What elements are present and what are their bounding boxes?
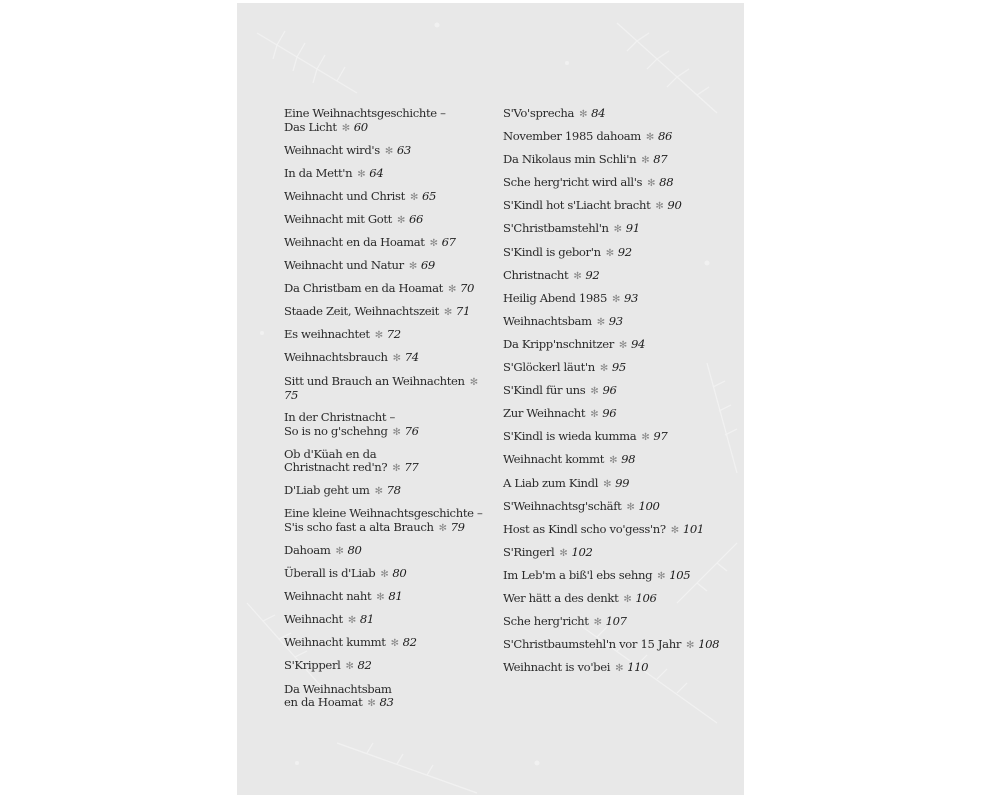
toc-entry-title: S'Ringerl (503, 544, 555, 559)
toc-entry-title: A Liab zum Kindl (503, 475, 599, 490)
toc-entry-page-number: 101 (682, 521, 704, 536)
toc-entry (284, 328, 494, 343)
toc-entry (284, 282, 494, 297)
toc-entry-title: Weihnacht kommt (503, 452, 605, 467)
snowflake-separator-icon: ✻ (367, 698, 376, 710)
toc-entry-page-number: 88 (659, 175, 674, 190)
toc-entry-page-number: 98 (621, 452, 636, 467)
snowflake-separator-icon: ✻ (380, 569, 389, 581)
toc-entry (284, 507, 494, 535)
toc-entry-title: Wer hätt a des denkt (503, 590, 619, 605)
snowflake-separator-icon: ✻ (397, 214, 406, 226)
toc-entry-page-number: 84 (591, 106, 606, 120)
toc-entry (284, 411, 494, 439)
toc-entry-page-number: 74 (404, 350, 419, 365)
toc-entry-page-number: 91 (625, 221, 640, 236)
toc-entry-page-number: 79 (450, 519, 465, 534)
toc-entry-page-number: 65 (421, 188, 437, 203)
snowflake-separator-icon: ✻ (392, 353, 401, 365)
toc-entry-title: S'Kripperl (284, 658, 341, 673)
toc-entry (503, 361, 733, 376)
snowflake-separator-icon: ✻ (374, 330, 383, 342)
toc-entry (284, 683, 494, 711)
snowflake-separator-icon: ✻ (573, 270, 582, 282)
toc-entry (503, 615, 733, 630)
toc-entry-page-number: 64 (369, 165, 384, 180)
toc-entry-title: S'Kindl für uns (503, 383, 586, 398)
toc-entry (503, 315, 733, 330)
snowflake-separator-icon: ✻ (590, 409, 599, 421)
toc-entry (284, 167, 494, 182)
toc-entry-page-number: 106 (635, 590, 657, 605)
toc-entry-title: Weihnacht (284, 612, 343, 627)
toc-entry-title: S'Vo'sprecha (503, 106, 575, 120)
toc-entry (503, 661, 733, 676)
toc-entry-page-number: 99 (615, 475, 630, 490)
snowflake-separator-icon: ✻ (390, 638, 399, 650)
toc-entry-title: Da Christbam en da Hoamat (284, 281, 443, 296)
toc-entry-title: Es weihnachtet (284, 327, 370, 342)
toc-entry-page-number: 105 (669, 567, 691, 582)
toc-entry-title: S'Glöckerl läut'n (503, 360, 595, 375)
toc-entry-title: Sche herg'richt (503, 614, 589, 629)
toc-entry-title: S'Christbamstehl'n (503, 221, 609, 236)
toc-entry-page-number: 66 (409, 211, 424, 226)
toc-entry-title: Weihnachtsbam (503, 313, 592, 328)
toc-entry (503, 222, 733, 237)
snowflake-separator-icon: ✻ (357, 168, 366, 180)
toc-entry (284, 484, 494, 499)
toc-entry-page-number: 82 (357, 658, 372, 673)
toc-entry (503, 292, 733, 307)
toc-entry (503, 384, 733, 399)
toc-entry-page-number: 96 (602, 406, 617, 421)
toc-entry-title: Weihnacht und Natur (284, 258, 404, 273)
snowflake-separator-icon: ✻ (641, 155, 650, 167)
toc-entry (284, 144, 494, 159)
toc-entry-page-number: 81 (359, 612, 374, 627)
snowflake-separator-icon: ✻ (384, 145, 393, 157)
snowflake-separator-icon: ✻ (612, 293, 621, 305)
toc-entry-title: Weihnachtsbrauch (284, 350, 388, 365)
snowflake-separator-icon: ✻ (615, 663, 624, 675)
snowflake-separator-icon: ✻ (374, 486, 383, 498)
toc-entry-title: Ob d'Küah en da Christnacht red'n? (284, 446, 388, 475)
toc-entry-page-number: 71 (455, 304, 470, 319)
toc-entry-title: Eine Weihnachtsgeschichte – Das Licht (284, 106, 446, 134)
toc-entry-title: Weihnacht naht (284, 589, 372, 604)
toc-entry (503, 176, 733, 191)
toc-entry (284, 305, 494, 320)
toc-column-left (284, 107, 494, 719)
toc-entry (284, 544, 494, 559)
toc-entry-title: Weihnacht kummt (284, 635, 386, 650)
toc-entry-title: Sitt und Brauch an Weihnachten (284, 373, 465, 388)
toc-entry-title: S'Kindl hot s'Liacht bracht (503, 198, 651, 213)
toc-entry-title: Dahoam (284, 543, 331, 557)
toc-entry-title: Überall is d'Liab (284, 566, 376, 581)
toc-column-right (503, 107, 733, 684)
toc-entry-title: Staade Zeit, Weihnachtszeit (284, 304, 439, 319)
snowflake-separator-icon: ✻ (579, 109, 588, 120)
toc-entry-page-number: 76 (404, 423, 419, 438)
toc-entry (284, 613, 494, 628)
toc-entry (503, 199, 733, 214)
snowflake-separator-icon: ✻ (392, 426, 401, 438)
toc-entry (284, 351, 494, 366)
toc-entry (284, 590, 494, 605)
toc-entry (284, 213, 494, 228)
toc-entry (503, 269, 733, 284)
toc-entry (503, 477, 733, 492)
toc-entry-page-number: 63 (396, 142, 411, 157)
toc-entry (284, 375, 494, 403)
toc-entry-title: S'Kindl is wieda kumma (503, 429, 637, 444)
toc-entry-title: Christnacht (503, 267, 569, 282)
toc-entry (503, 130, 733, 145)
toc-entry-page-number: 95 (611, 360, 626, 375)
toc-entry-page-number: 96 (602, 383, 617, 398)
toc-entry-title: Da Weihnachtsbam en da Hoamat (284, 681, 392, 710)
toc-entry (503, 430, 733, 445)
toc-entry-title: Host as Kindl scho vo'gess'n? (503, 521, 666, 536)
toc-entry-page-number: 78 (386, 483, 401, 498)
snowflake-separator-icon: ✻ (613, 224, 622, 236)
snowflake-separator-icon: ✻ (347, 615, 356, 627)
toc-entry-title: Weihnacht und Christ (284, 188, 405, 203)
snowflake-separator-icon: ✻ (392, 463, 401, 475)
toc-entry (503, 338, 733, 353)
toc-entry-page-number: 93 (608, 313, 623, 328)
snowflake-separator-icon: ✻ (626, 501, 635, 513)
snowflake-separator-icon: ✻ (341, 122, 350, 134)
toc-entry-title: Weihnacht mit Gott (284, 211, 392, 226)
toc-entry-title: S'Kindl is gebor'n (503, 244, 601, 259)
toc-entry (284, 190, 494, 205)
toc-entry (284, 448, 494, 476)
snowflake-separator-icon: ✻ (609, 455, 618, 467)
toc-entry-title: Da Kripp'nschnitzer (503, 336, 614, 351)
snowflake-separator-icon: ✻ (408, 261, 417, 273)
snowflake-separator-icon: ✻ (438, 522, 447, 534)
toc-entry (284, 567, 494, 582)
toc-entry-page-number: 72 (386, 327, 401, 342)
toc-entry (503, 407, 733, 422)
toc-entry-title: November 1985 dahoam (503, 129, 641, 144)
toc-entry-page-number: 86 (657, 129, 673, 144)
toc-entry (503, 523, 733, 538)
toc-entry-title: Zur Weihnacht (503, 406, 586, 421)
toc-entry-page-number: 94 (630, 336, 646, 351)
toc-entry-title: S'Christbaumstehl'n vor 15 Jahr (503, 637, 682, 652)
toc-entry-page-number: 92 (617, 244, 632, 259)
toc-entry-page-number: 83 (379, 695, 394, 710)
snowflake-separator-icon: ✻ (645, 132, 654, 144)
snowflake-separator-icon: ✻ (657, 570, 666, 582)
toc-entry (284, 636, 494, 651)
snowflake-separator-icon: ✻ (605, 247, 614, 259)
toc-entry-page-number: 90 (667, 198, 682, 213)
toc-entry-title: Sche herg'richt wird all's (503, 175, 643, 190)
toc-entry-page-number: 93 (624, 290, 639, 305)
toc-entry-title: Da Nikolaus min Schli'n (503, 152, 637, 167)
toc-entry-page-number: 70 (459, 281, 475, 296)
snowflake-separator-icon: ✻ (443, 307, 452, 319)
book-page (237, 3, 744, 795)
snowflake-separator-icon: ✻ (618, 339, 627, 351)
toc-entry-page-number: 100 (638, 498, 660, 513)
snowflake-separator-icon: ✻ (409, 191, 418, 203)
toc-entry-page-number: 67 (441, 234, 456, 249)
toc-entry-page-number: 77 (404, 460, 419, 475)
toc-entry-title: Weihnacht wird's (284, 142, 380, 157)
toc-entry-page-number: 80 (392, 566, 407, 581)
toc-entry-page-number: 97 (653, 429, 668, 444)
toc-entry-title: S'Weihnachtsg'schäft (503, 498, 622, 513)
toc-entry (503, 569, 733, 584)
toc-entry-page-number: 80 (347, 543, 362, 557)
snowflake-separator-icon: ✻ (376, 592, 385, 604)
toc-entry (503, 246, 733, 261)
toc-entry (503, 638, 733, 653)
snowflake-separator-icon: ✻ (603, 478, 612, 490)
toc-entry (284, 659, 494, 674)
toc-entry-page-number: 69 (420, 258, 435, 273)
toc-entry-page-number: 110 (627, 660, 649, 675)
snowflake-separator-icon: ✻ (590, 386, 599, 398)
snowflake-separator-icon: ✻ (447, 284, 456, 296)
toc-entry-title: In der Christnacht – So is no g'schehng (284, 410, 395, 438)
toc-entry-title: Weihnacht is vo'bei (503, 660, 611, 675)
toc-entry-title: Heilig Abend 1985 (503, 290, 607, 305)
snowflake-separator-icon: ✻ (641, 432, 650, 444)
toc-entry (503, 107, 733, 122)
toc-entry-page-number: 108 (698, 637, 720, 652)
toc-entry-page-number: 107 (605, 614, 627, 629)
toc-entry-page-number: 87 (653, 152, 668, 167)
toc-entry-title: Eine kleine Weihnachtsgeschichte – S'is scho fast a alta Brauch (284, 506, 483, 534)
snowflake-separator-icon: ✻ (469, 376, 478, 388)
snowflake-separator-icon: ✻ (686, 640, 695, 652)
toc-entry (503, 153, 733, 168)
toc-entry-page-number: 102 (571, 544, 593, 559)
toc-entry-title: Weihnacht en da Hoamat (284, 234, 425, 249)
toc-entry-page-number: 81 (388, 589, 403, 604)
snowflake-separator-icon: ✻ (647, 178, 656, 190)
snowflake-separator-icon: ✻ (345, 661, 354, 673)
toc-entry (284, 236, 494, 251)
toc-entry-title: D'Liab geht um (284, 483, 370, 498)
snowflake-separator-icon: ✻ (429, 237, 438, 249)
snowflake-separator-icon: ✻ (670, 524, 679, 536)
toc-entry-page-number: 75 (284, 388, 299, 403)
toc-entry (503, 453, 733, 468)
snowflake-separator-icon: ✻ (596, 316, 605, 328)
toc-entry-page-number: 92 (585, 267, 600, 282)
toc-entry (503, 546, 733, 561)
snowflake-separator-icon: ✻ (623, 593, 632, 605)
toc-entry (284, 107, 494, 135)
snowflake-separator-icon: ✻ (559, 547, 568, 559)
snowflake-separator-icon: ✻ (335, 546, 344, 557)
snowflake-separator-icon: ✻ (599, 363, 608, 375)
snowflake-separator-icon: ✻ (593, 617, 602, 629)
toc-entry-title: In da Mett'n (284, 165, 353, 180)
snowflake-separator-icon: ✻ (655, 201, 664, 213)
toc-entry (284, 259, 494, 274)
toc-entry-title: Im Leb'm a biß'l ebs sehng (503, 567, 653, 582)
toc-entry-page-number: 60 (353, 119, 368, 134)
toc-entry-page-number: 82 (402, 635, 417, 650)
toc-entry (503, 500, 733, 515)
toc-entry (503, 592, 733, 607)
